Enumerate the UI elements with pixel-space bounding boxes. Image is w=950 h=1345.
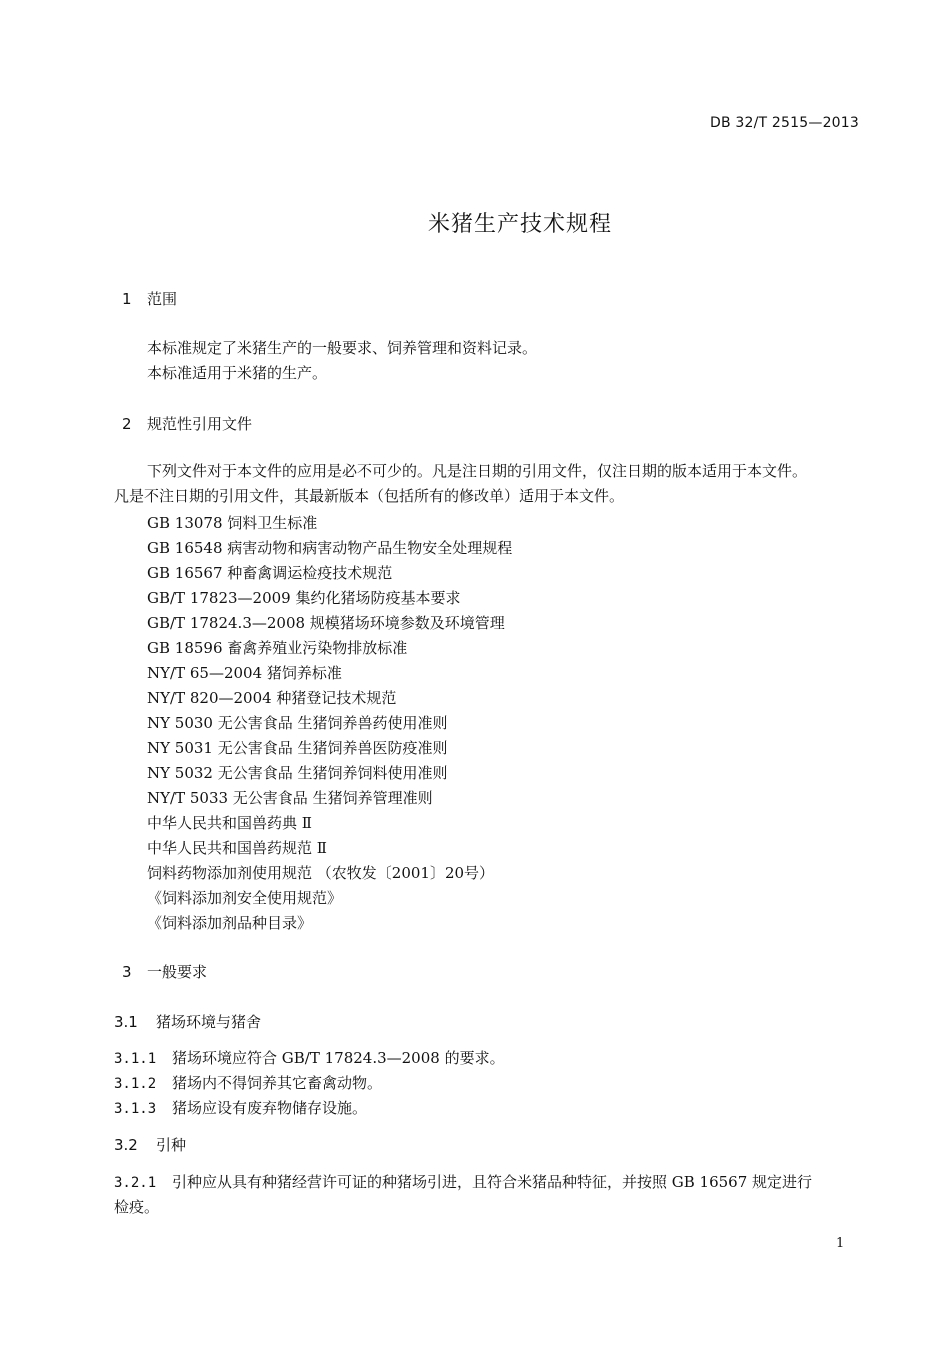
paragraph: 本标准规定了米猪生产的一般要求、饲养管理和资料记录。 [147, 339, 538, 357]
subsection-title: 猪场环境与猪舍 [156, 1013, 262, 1031]
reference-item: GB/T 17823—2009 集约化猪场防疫基本要求 [147, 589, 461, 607]
reference-item: 《饲料添加剂品种目录》 [147, 914, 313, 932]
clause-text: 猪场内不得饲养其它畜禽动物。 [172, 1074, 383, 1092]
subsection-heading-3-2 [114, 1134, 186, 1155]
reference-item: GB 18596 畜禽养殖业污染物排放标准 [147, 639, 408, 657]
subsection-number: 3.2 [114, 1136, 138, 1154]
section-heading-2 [122, 413, 252, 434]
section-number: 1 [122, 290, 132, 308]
reference-item: 饲料药物添加剂使用规范 （农牧发〔2001〕20号） [147, 864, 495, 882]
clause-number: 3.1.3 [114, 1101, 157, 1117]
paragraph: 本标准适用于米猪的生产。 [147, 364, 328, 382]
reference-item: GB 13078 饲料卫生标准 [147, 514, 318, 532]
reference-item: NY 5032 无公害食品 生猪饲养饲料使用准则 [147, 764, 448, 782]
clause-item [114, 1171, 812, 1192]
subsection-title: 引种 [156, 1136, 187, 1154]
reference-item: 《饲料添加剂安全使用规范》 [147, 889, 343, 907]
reference-item: 中华人民共和国兽药规范 Ⅱ [147, 839, 327, 857]
section-number: 2 [122, 415, 132, 433]
reference-item: GB 16567 种畜禽调运检疫技术规范 [147, 564, 393, 582]
section-number: 3 [122, 963, 132, 981]
clause-item [114, 1072, 382, 1093]
reference-item: GB 16548 病害动物和病害动物产品生物安全处理规程 [147, 539, 513, 557]
clause-number: 3.2.1 [114, 1175, 157, 1191]
clause-text: 引种应从具有种猪经营许可证的种猪场引进，且符合米猪品种特征，并按照 GB 16567 规定进行 [172, 1173, 813, 1191]
reference-item: 中华人民共和国兽药典 Ⅱ [147, 814, 312, 832]
reference-item: NY/T 65—2004 猪饲养标准 [147, 664, 342, 682]
reference-item: NY 5031 无公害食品 生猪饲养兽医防疫准则 [147, 739, 448, 757]
paragraph: 凡是不注日期的引用文件，其最新版本（包括所有的修改单）适用于本文件。 [114, 487, 625, 505]
subsection-number: 3.1 [114, 1013, 138, 1031]
standard-code: DB 32/T 2515—2013 [709, 115, 859, 131]
reference-item: GB/T 17824.3—2008 规模猪场环境参数及环境管理 [147, 614, 505, 632]
subsection-heading-3-1 [114, 1011, 261, 1032]
section-title: 规范性引用文件 [147, 415, 253, 433]
clause-text-continued: 检疫。 [114, 1198, 160, 1216]
reference-item: NY/T 820—2004 种猪登记技术规范 [147, 689, 397, 707]
section-heading-3 [122, 961, 207, 982]
clause-text: 猪场应设有废弃物储存设施。 [172, 1099, 368, 1117]
section-title: 范围 [147, 290, 178, 308]
clause-text: 猪场环境应符合 GB/T 17824.3—2008 的要求。 [172, 1049, 505, 1067]
reference-item: NY 5030 无公害食品 生猪饲养兽药使用准则 [147, 714, 448, 732]
clause-number: 3.1.2 [114, 1076, 157, 1092]
section-title: 一般要求 [147, 963, 208, 981]
paragraph: 下列文件对于本文件的应用是必不可少的。凡是注日期的引用文件，仅注日期的版本适用于本文件。 [147, 462, 808, 480]
clause-number: 3.1.1 [114, 1051, 157, 1067]
clause-item [114, 1097, 367, 1118]
reference-item: NY/T 5033 无公害食品 生猪饲养管理准则 [147, 789, 433, 807]
clause-item [114, 1047, 505, 1068]
page-number: 1 [836, 1236, 845, 1251]
section-heading-1 [122, 288, 177, 309]
document-title: 米猪生产技术规程 [427, 212, 612, 237]
